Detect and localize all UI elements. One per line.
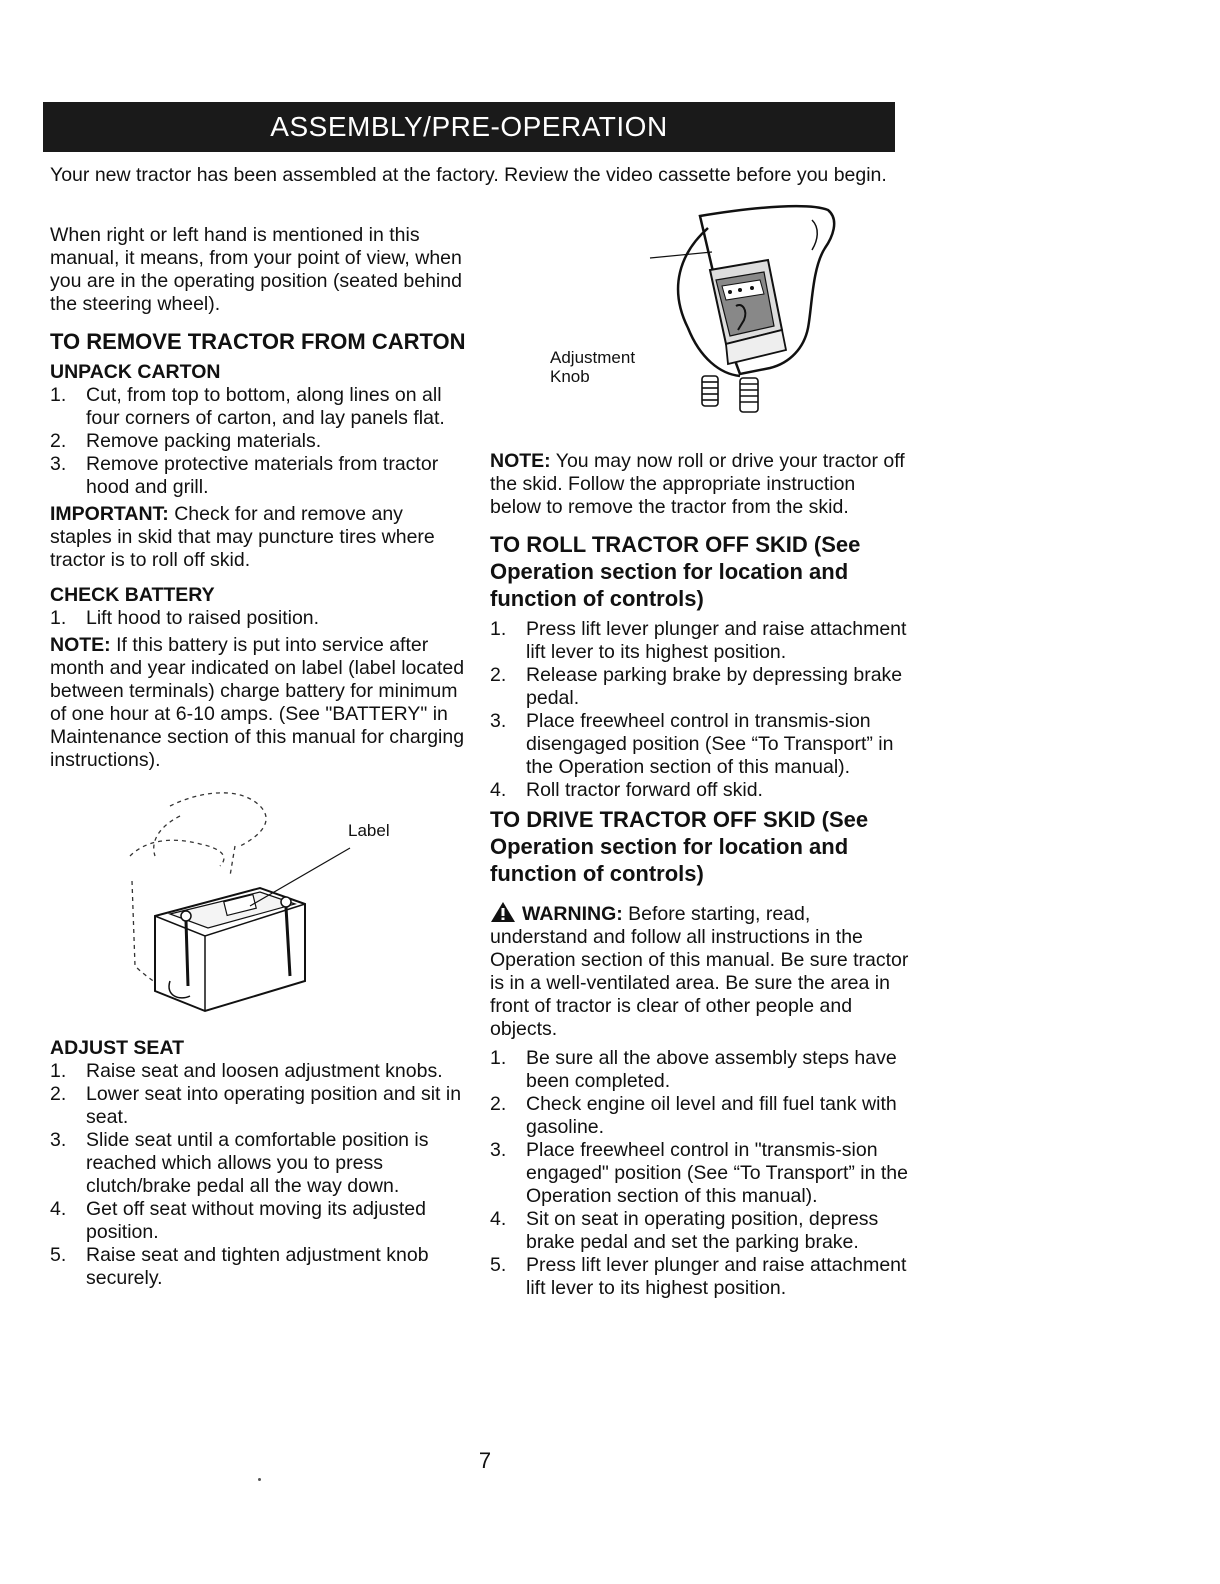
drive-tractor-heading: TO DRIVE TRACTOR OFF SKID (See Operation section for location and function of controls) [490,807,869,886]
list-item: 4. Get off seat without moving its adjusted position. [50,1198,426,1243]
seat-fig-label-line2: Knob [550,367,590,386]
right-column [490,450,910,1304]
battery-illustration [110,786,410,1031]
check-battery-heading: CHECK BATTERY [50,584,215,606]
remove-tractor-heading: TO REMOVE TRACTOR FROM CARTON [50,329,466,354]
list-item: 1. Be sure all the above assembly steps have been completed. [490,1047,897,1092]
battery-steps-list [50,607,470,630]
section-title: ASSEMBLY/PRE-OPERATION [270,111,668,142]
important-note [50,503,470,572]
unpack-steps-list [50,384,470,499]
seat-fig-label-line1: Adjustment [550,348,636,367]
battery-note [50,634,470,772]
battery-fig-label: Label [348,821,390,840]
hand-note: When right or left hand is mentioned in this manual, it means, from your point of view, when you are in the operating position (seated behind the steering wheel). [50,224,462,315]
list-item: 1. Raise seat and loosen adjustment knobs. [50,1060,443,1082]
warning-label: WARNING: [522,903,623,925]
skid-note [490,450,910,519]
list-item: 2. Release parking brake by depressing brake pedal. [490,664,903,709]
battery-note-label: NOTE: [50,634,111,656]
list-item: 1. Lift hood to raised position. [50,607,320,629]
warning-block [490,901,910,1041]
list-item: 2. Check engine oil level and fill fuel tank with gasoline. [490,1093,897,1138]
list-item: 4. Roll tractor forward off skid. [490,779,763,801]
important-text: Check for and remove any staples in skid that may puncture tires where tractor is to roll off skid. [50,503,435,571]
battery-note-text: If this battery is put into service after month and year indicated on label (label located between terminals) charge battery for minimum of one hour at 6-10 amps. (See "BATTERY" in Maintenance section of this manual for charging instructions). [50,634,465,771]
warning-triangle-icon [490,901,516,923]
skid-note-label: NOTE: [490,450,551,472]
list-item: 3. Place freewheel control in transmis-sion disengaged position (See “To Transport” in the Operation section of this manual). [490,710,894,778]
list-item: 5. Raise seat and tighten adjustment knob securely. [50,1244,429,1289]
left-column [50,224,470,1294]
list-item: 1. Press lift lever plunger and raise attachment lift lever to its highest position. [490,618,907,663]
scan-speck [258,1478,261,1481]
section-header [43,102,895,152]
roll-steps-list [490,618,910,802]
unpack-carton-heading: UNPACK CARTON [50,361,221,383]
drive-steps-list [490,1047,910,1300]
seat-illustration [550,198,850,438]
intro-paragraph: Your new tractor has been assembled at the factory. Review the video cassette before you begin. [50,164,887,186]
adjust-seat-heading: ADJUST SEAT [50,1037,184,1059]
list-item: 3. Remove protective materials from tractor hood and grill. [50,453,439,498]
list-item: 3. Slide seat until a comfortable position is reached which allows you to press clutch/brake pedal all the way down. [50,1129,429,1197]
skid-note-text: You may now roll or drive your tractor off the skid. Follow the appropriate instruction below to remove the tractor from the skid. [490,450,905,518]
roll-tractor-heading: TO ROLL TRACTOR OFF SKID (See Operation section for location and function of controls) [490,532,861,611]
seat-steps-list [50,1060,470,1290]
list-item: 2. Lower seat into operating position and sit in seat. [50,1083,462,1128]
important-label: IMPORTANT: [50,503,169,525]
page-number: 7 [478,1448,492,1473]
list-item: 3. Place freewheel control in "transmis-sion engaged" position (See “To Transport” in the Operation section of this manual). [490,1139,908,1207]
warning-text: Before starting, read, understand and follow all instructions in the Operation section of this manual. Be sure tractor is in a well-ventilated area. Be sure the area in front of tractor is clear of other people and objects. [490,903,909,1040]
list-item: 4. Sit on seat in operating position, depress brake pedal and set the parking brake. [490,1208,879,1253]
list-item: 2. Remove packing materials. [50,430,322,452]
list-item: 5. Press lift lever plunger and raise attachment lift lever to its highest position. [490,1254,907,1299]
list-item: 1. Cut, from top to bottom, along lines on all four corners of carton, and lay panels flat. [50,384,445,429]
